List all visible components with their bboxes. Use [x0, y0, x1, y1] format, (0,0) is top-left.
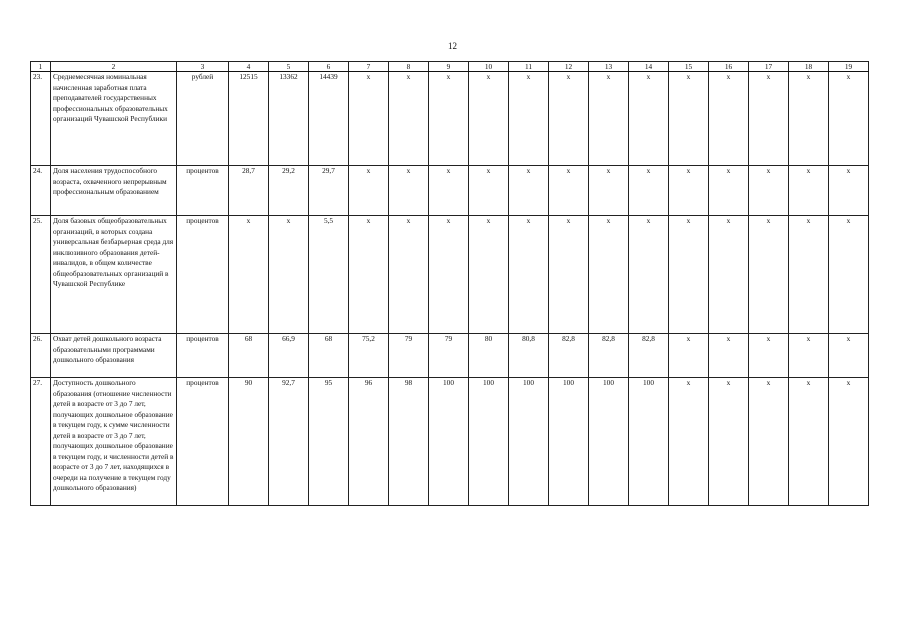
- value-cell: 79: [429, 334, 469, 378]
- value-cell: x: [509, 166, 549, 216]
- value-cell: 79: [389, 334, 429, 378]
- column-header: 9: [429, 62, 469, 72]
- value-cell: x: [589, 216, 629, 334]
- value-cell: x: [709, 166, 749, 216]
- page-number: 12: [448, 41, 457, 51]
- value-cell: 96: [349, 378, 389, 506]
- value-cell: 100: [629, 378, 669, 506]
- value-cell: 14439: [309, 72, 349, 166]
- unit-cell: процентов: [177, 216, 229, 334]
- value-cell: x: [829, 166, 869, 216]
- value-cell: x: [829, 378, 869, 506]
- value-cell: x: [669, 334, 709, 378]
- value-cell: x: [749, 216, 789, 334]
- value-cell: 68: [309, 334, 349, 378]
- value-cell: x: [509, 216, 549, 334]
- value-cell: x: [549, 216, 589, 334]
- value-cell: 100: [589, 378, 629, 506]
- value-cell: 90: [229, 378, 269, 506]
- table-row: [31, 216, 869, 334]
- value-cell: 100: [429, 378, 469, 506]
- value-cell: 29,7: [309, 166, 349, 216]
- indicator-name: Доступность дошкольного образования (отношение численности детей в возрасте от 3 до 7 лет, получающих дошкольное образование в текущем году, к сумме численности детей в возрасте от 3 до 7 лет, получающих дошкольное образование в текущем году, и численности детей в возрасте от 3 до 7 лет, находящихся в очереди на получение в текущем году дошкольного образования): [51, 378, 177, 506]
- value-cell: x: [389, 216, 429, 334]
- value-cell: x: [749, 334, 789, 378]
- value-cell: 29,2: [269, 166, 309, 216]
- indicator-name: Доля базовых общеобразовательных организаций, в которых создана универсальная безбарьерная среда для инклюзивного образования детей-инвалидов, в общем количестве общеобразовательных организаций в Чувашской Республике: [51, 216, 177, 334]
- column-header: 1: [31, 62, 51, 72]
- value-cell: x: [789, 378, 829, 506]
- value-cell: x: [469, 166, 509, 216]
- unit-cell: рублей: [177, 72, 229, 166]
- row-number: 26.: [31, 334, 51, 378]
- column-header: 15: [669, 62, 709, 72]
- value-cell: 28,7: [229, 166, 269, 216]
- value-cell: x: [629, 166, 669, 216]
- value-cell: 75,2: [349, 334, 389, 378]
- value-cell: x: [349, 72, 389, 166]
- table-row: [31, 72, 869, 166]
- unit-cell: процентов: [177, 166, 229, 216]
- value-cell: 82,8: [549, 334, 589, 378]
- indicators-table: [30, 61, 869, 506]
- table-row: [31, 378, 869, 506]
- value-cell: x: [549, 166, 589, 216]
- value-cell: x: [789, 334, 829, 378]
- column-header: 5: [269, 62, 309, 72]
- table-row: [31, 166, 869, 216]
- value-cell: x: [829, 216, 869, 334]
- unit-cell: процентов: [177, 334, 229, 378]
- value-cell: 82,8: [589, 334, 629, 378]
- value-cell: x: [709, 216, 749, 334]
- value-cell: x: [549, 72, 589, 166]
- value-cell: x: [789, 216, 829, 334]
- value-cell: x: [269, 216, 309, 334]
- unit-cell: процентов: [177, 378, 229, 506]
- value-cell: 100: [469, 378, 509, 506]
- value-cell: x: [669, 166, 709, 216]
- row-number: 23.: [31, 72, 51, 166]
- value-cell: x: [669, 216, 709, 334]
- value-cell: 80,8: [509, 334, 549, 378]
- value-cell: x: [749, 166, 789, 216]
- value-cell: 5,5: [309, 216, 349, 334]
- column-header: 12: [549, 62, 589, 72]
- column-header: 14: [629, 62, 669, 72]
- value-cell: x: [429, 166, 469, 216]
- value-cell: 100: [549, 378, 589, 506]
- value-cell: x: [669, 72, 709, 166]
- table-row: [31, 334, 869, 378]
- value-cell: x: [389, 166, 429, 216]
- column-header: 19: [829, 62, 869, 72]
- indicator-name: Охват детей дошкольного возраста образовательными программами дошкольного образования: [51, 334, 177, 378]
- row-number: 27.: [31, 378, 51, 506]
- value-cell: x: [789, 166, 829, 216]
- value-cell: x: [789, 72, 829, 166]
- column-header: 6: [309, 62, 349, 72]
- value-cell: x: [469, 72, 509, 166]
- value-cell: 12515: [229, 72, 269, 166]
- value-cell: 80: [469, 334, 509, 378]
- value-cell: x: [429, 72, 469, 166]
- column-header: 16: [709, 62, 749, 72]
- value-cell: x: [349, 216, 389, 334]
- column-header: 4: [229, 62, 269, 72]
- value-cell: x: [349, 166, 389, 216]
- value-cell: x: [429, 216, 469, 334]
- value-cell: x: [629, 72, 669, 166]
- column-header: 2: [51, 62, 177, 72]
- row-number: 24.: [31, 166, 51, 216]
- value-cell: x: [229, 216, 269, 334]
- value-cell: 98: [389, 378, 429, 506]
- value-cell: x: [629, 216, 669, 334]
- table-header-row: [31, 62, 869, 72]
- column-header: 11: [509, 62, 549, 72]
- value-cell: x: [669, 378, 709, 506]
- value-cell: 100: [509, 378, 549, 506]
- indicator-name: Доля населения трудоспособного возраста, охваченного непрерывным профессиональным образованием: [51, 166, 177, 216]
- value-cell: x: [749, 378, 789, 506]
- column-header: 3: [177, 62, 229, 72]
- value-cell: x: [589, 166, 629, 216]
- column-header: 7: [349, 62, 389, 72]
- value-cell: x: [749, 72, 789, 166]
- value-cell: 82,8: [629, 334, 669, 378]
- column-header: 8: [389, 62, 429, 72]
- value-cell: x: [589, 72, 629, 166]
- row-number: 25.: [31, 216, 51, 334]
- column-header: 10: [469, 62, 509, 72]
- value-cell: 66,9: [269, 334, 309, 378]
- value-cell: 95: [309, 378, 349, 506]
- value-cell: x: [829, 72, 869, 166]
- value-cell: 13362: [269, 72, 309, 166]
- column-header: 17: [749, 62, 789, 72]
- column-header: 13: [589, 62, 629, 72]
- value-cell: x: [709, 334, 749, 378]
- value-cell: x: [389, 72, 429, 166]
- value-cell: x: [829, 334, 869, 378]
- column-header: 18: [789, 62, 829, 72]
- indicator-name: Среднемесячная номинальная начисленная заработная плата преподавателей государственных профессиональных образовательных организаций Чувашской Республики: [51, 72, 177, 166]
- value-cell: 68: [229, 334, 269, 378]
- value-cell: x: [709, 72, 749, 166]
- value-cell: 92,7: [269, 378, 309, 506]
- value-cell: x: [509, 72, 549, 166]
- value-cell: x: [469, 216, 509, 334]
- value-cell: x: [709, 378, 749, 506]
